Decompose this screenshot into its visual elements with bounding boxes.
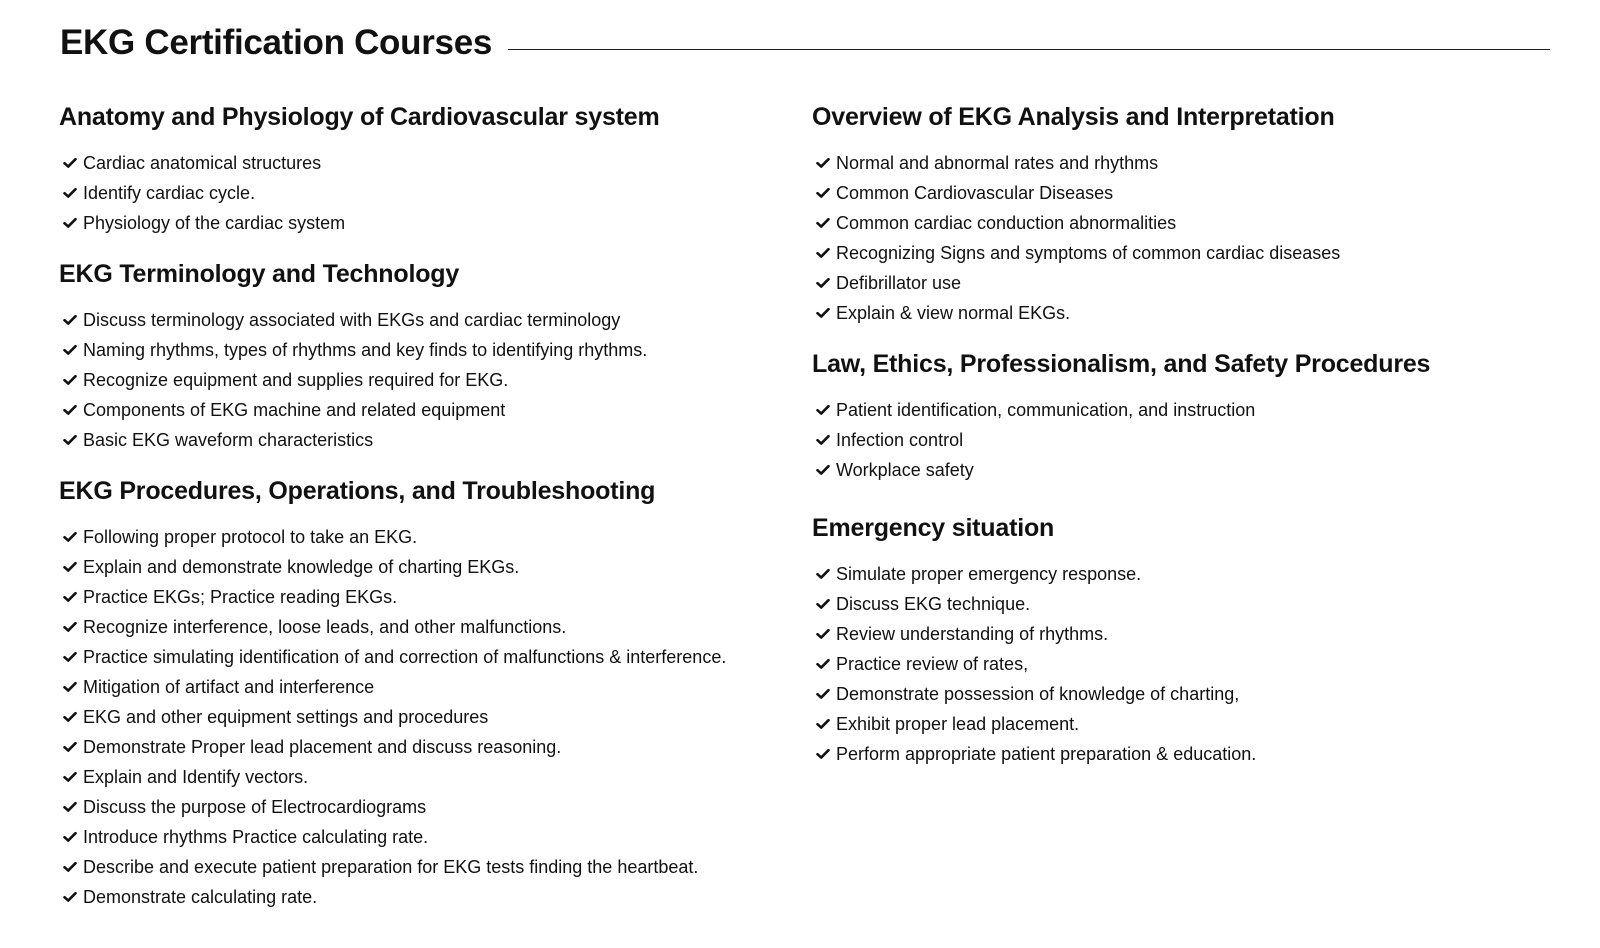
list-item-label: Cardiac anatomical structures <box>83 153 322 173</box>
section-title: Emergency situation <box>812 514 1055 542</box>
list-item <box>59 425 759 455</box>
check-icon <box>816 464 830 476</box>
list-item-label: Physiology of the cardiac system <box>83 213 346 233</box>
list-item-label: Explain and demonstrate knowledge of charting EKGs. <box>83 557 520 577</box>
list-item-label: Patient identification, communication, and instruction <box>836 400 1256 420</box>
list-item-label: Discuss the purpose of Electrocardiograms <box>83 797 427 817</box>
page-header <box>60 18 1550 68</box>
list-item <box>59 365 759 395</box>
left-column <box>59 100 759 912</box>
check-icon <box>63 344 77 356</box>
item-list <box>59 148 759 238</box>
list-item <box>812 298 1552 328</box>
check-icon <box>816 718 830 730</box>
check-icon <box>816 404 830 416</box>
section-procedures <box>59 474 759 912</box>
list-item <box>59 148 759 178</box>
check-icon <box>63 711 77 723</box>
section-terminology <box>59 257 759 455</box>
list-item-label: Following proper protocol to take an EKG. <box>83 527 418 547</box>
section-overview <box>812 100 1552 328</box>
list-item <box>812 395 1552 425</box>
check-icon <box>63 891 77 903</box>
list-item-label: Practice EKGs; Practice reading EKGs. <box>83 587 398 607</box>
list-item <box>59 732 759 762</box>
list-item-label: Demonstrate calculating rate. <box>83 887 318 907</box>
list-item-label: Mitigation of artifact and interference <box>83 677 375 697</box>
list-item <box>59 702 759 732</box>
section-title: EKG Procedures, Operations, and Troubleshooting <box>59 477 656 505</box>
check-icon <box>816 157 830 169</box>
list-item <box>59 642 759 672</box>
check-icon <box>63 531 77 543</box>
check-icon <box>63 157 77 169</box>
list-item-label: Common cardiac conduction abnormalities <box>836 213 1177 233</box>
list-item-label: Demonstrate possession of knowledge of charting, <box>836 684 1240 704</box>
check-icon <box>816 628 830 640</box>
check-icon <box>816 217 830 229</box>
list-item <box>59 395 759 425</box>
list-item-label: Explain & view normal EKGs. <box>836 303 1071 323</box>
list-item-label: Discuss terminology associated with EKGs and cardiac terminology <box>83 310 621 330</box>
list-item <box>812 455 1552 485</box>
item-list <box>812 148 1552 328</box>
item-list <box>59 305 759 455</box>
check-icon <box>63 591 77 603</box>
list-item <box>812 148 1552 178</box>
list-item-label: Defibrillator use <box>836 273 962 293</box>
list-item <box>59 552 759 582</box>
list-item-label: Introduce rhythms Practice calculating rate. <box>83 827 429 847</box>
list-item <box>812 425 1552 455</box>
check-icon <box>63 771 77 783</box>
list-item-label: Discuss EKG technique. <box>836 594 1031 614</box>
list-item <box>812 178 1552 208</box>
list-item-label: Naming rhythms, types of rhythms and key finds to identifying rhythms. <box>83 340 648 360</box>
list-item-label: Simulate proper emergency response. <box>836 564 1142 584</box>
list-item <box>812 208 1552 238</box>
list-item <box>812 709 1552 739</box>
check-icon <box>816 307 830 319</box>
list-item <box>59 522 759 552</box>
list-item-label: Recognize equipment and supplies required for EKG. <box>83 370 509 390</box>
check-icon <box>816 277 830 289</box>
list-item-label: Common Cardiovascular Diseases <box>836 183 1114 203</box>
check-icon <box>63 217 77 229</box>
check-icon <box>816 247 830 259</box>
list-item-label: Practice review of rates, <box>836 654 1029 674</box>
section-title: Anatomy and Physiology of Cardiovascular system <box>59 103 660 131</box>
section-law-ethics <box>812 347 1552 485</box>
list-item <box>812 739 1552 769</box>
check-icon <box>63 681 77 693</box>
list-item <box>812 268 1552 298</box>
check-icon <box>63 801 77 813</box>
list-item <box>59 852 759 882</box>
section-emergency <box>812 511 1552 769</box>
title-divider <box>508 49 1550 50</box>
list-item-label: Basic EKG waveform characteristics <box>83 430 374 450</box>
list-item <box>59 822 759 852</box>
section-anatomy <box>59 100 759 238</box>
list-item <box>59 178 759 208</box>
check-icon <box>63 741 77 753</box>
item-list <box>812 395 1552 485</box>
item-list <box>59 522 759 912</box>
list-item <box>59 882 759 912</box>
list-item <box>59 208 759 238</box>
check-icon <box>63 831 77 843</box>
list-item-label: Review understanding of rhythms. <box>836 624 1109 644</box>
list-item <box>59 792 759 822</box>
list-item-label: Perform appropriate patient preparation & education. <box>836 744 1257 764</box>
check-icon <box>816 598 830 610</box>
list-item-label: Explain and Identify vectors. <box>83 767 309 787</box>
page-title: EKG Certification Courses <box>60 23 493 62</box>
list-item-label: Practice simulating identification of and correction of malfunctions & interference. <box>83 647 727 667</box>
list-item <box>59 762 759 792</box>
list-item-label: Recognizing Signs and symptoms of common cardiac diseases <box>836 243 1341 263</box>
check-icon <box>816 658 830 670</box>
list-item <box>812 589 1552 619</box>
right-column <box>812 100 1552 769</box>
list-item-label: Workplace safety <box>836 460 974 480</box>
check-icon <box>816 568 830 580</box>
list-item-label: Recognize interference, loose leads, and other malfunctions. <box>83 617 567 637</box>
check-icon <box>63 861 77 873</box>
list-item-label: Exhibit proper lead placement. <box>836 714 1080 734</box>
check-icon <box>63 561 77 573</box>
check-icon <box>816 688 830 700</box>
list-item <box>59 582 759 612</box>
list-item-label: EKG and other equipment settings and procedures <box>83 707 489 727</box>
section-title: Overview of EKG Analysis and Interpretation <box>812 103 1335 131</box>
check-icon <box>63 404 77 416</box>
list-item <box>812 619 1552 649</box>
item-list <box>812 559 1552 769</box>
check-icon <box>63 314 77 326</box>
list-item <box>812 679 1552 709</box>
list-item <box>812 649 1552 679</box>
check-icon <box>816 748 830 760</box>
section-title: Law, Ethics, Professionalism, and Safety Procedures <box>812 350 1431 378</box>
check-icon <box>816 434 830 446</box>
check-icon <box>63 434 77 446</box>
list-item <box>812 238 1552 268</box>
list-item-label: Components of EKG machine and related equipment <box>83 400 506 420</box>
section-title: EKG Terminology and Technology <box>59 260 460 288</box>
list-item-label: Normal and abnormal rates and rhythms <box>836 153 1159 173</box>
list-item <box>59 672 759 702</box>
list-item-label: Demonstrate Proper lead placement and discuss reasoning. <box>83 737 562 757</box>
check-icon <box>63 651 77 663</box>
check-icon <box>63 621 77 633</box>
check-icon <box>63 374 77 386</box>
list-item-label: Infection control <box>836 430 964 450</box>
list-item <box>59 612 759 642</box>
list-item <box>59 335 759 365</box>
list-item <box>59 305 759 335</box>
list-item-label: Identify cardiac cycle. <box>83 183 256 203</box>
list-item-label: Describe and execute patient preparation for EKG tests finding the heartbeat. <box>83 857 699 877</box>
check-icon <box>63 187 77 199</box>
list-item <box>812 559 1552 589</box>
check-icon <box>816 187 830 199</box>
